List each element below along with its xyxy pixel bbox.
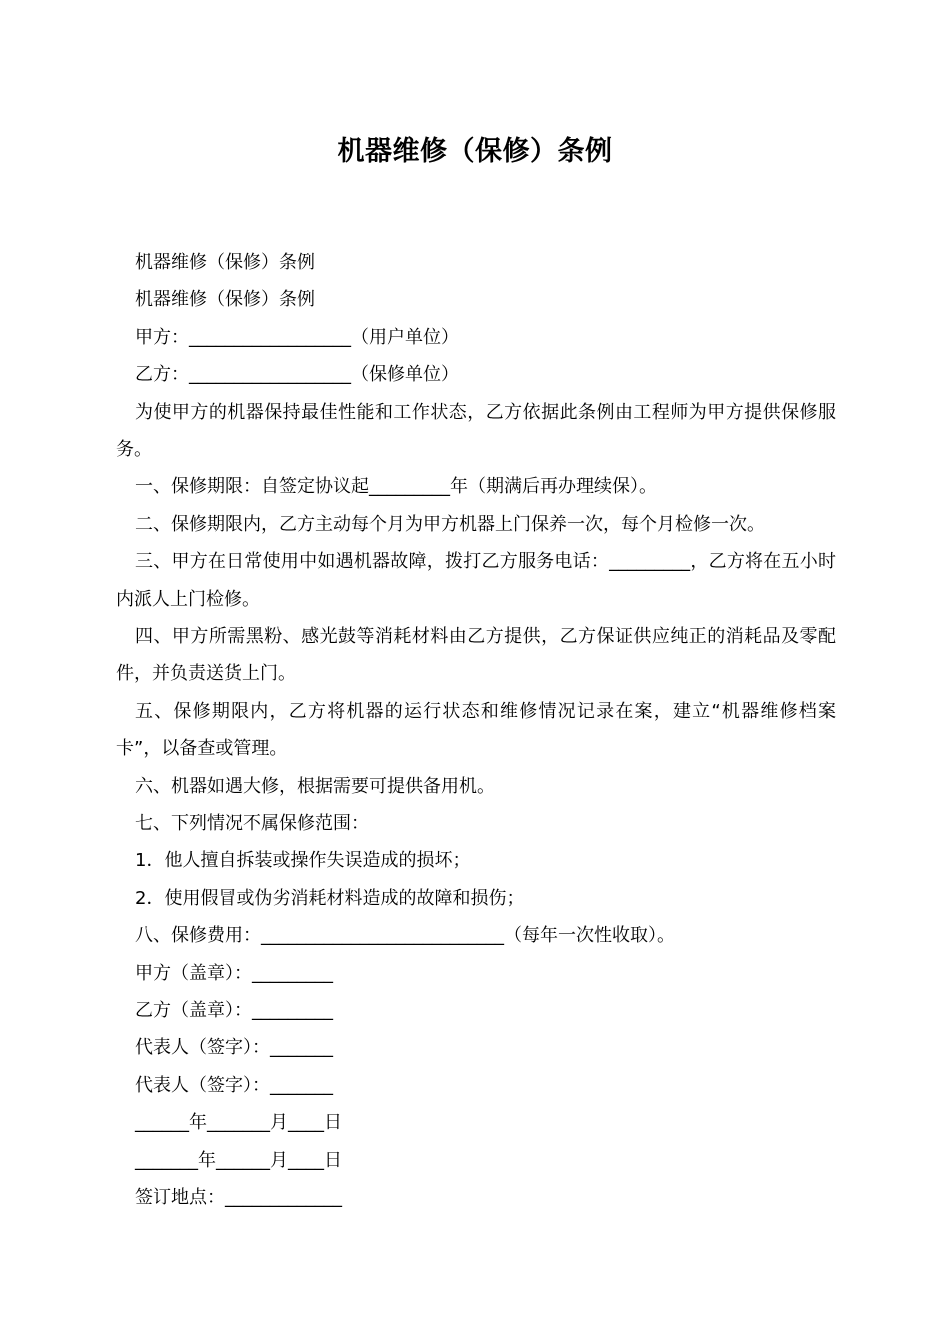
clause-7: 七、下列情况不属保修范围： bbox=[135, 812, 369, 834]
intro-paragraph: 为使甲方的机器保持最佳性能和工作状态，乙方依据此条例由工程师为甲方提供保修服务。 bbox=[116, 401, 836, 460]
document-title: 机器维修（保修）条例 bbox=[337, 136, 613, 167]
document-body bbox=[116, 244, 836, 1216]
party-a-seal-line: 甲方（盖章）：_________ bbox=[135, 962, 333, 984]
party-b-line: 乙方：__________________（保修单位） bbox=[135, 364, 459, 386]
clause-4: 四、甲方所需黑粉、感光鼓等消耗材料由乙方提供，乙方保证供应纯正的消耗品及零配件，并负责送货上门。 bbox=[116, 625, 836, 685]
clause-2: 二、保修期限内，乙方主动每个月为甲方机器上门保养一次，每个月检修一次。 bbox=[135, 513, 765, 535]
clause-7-item-1: 1．他人擅自拆装或操作失误造成的损坏； bbox=[135, 850, 471, 872]
representative-a-line: 代表人（签字）：_______ bbox=[135, 1037, 333, 1059]
clause-6: 六、机器如遇大修，根据需要可提供备用机。 bbox=[135, 775, 495, 797]
date-line-b: _______年______月____日 bbox=[135, 1149, 342, 1171]
party-a-line: 甲方：__________________（用户单位） bbox=[135, 326, 459, 348]
representative-b-line: 代表人（签字）：_______ bbox=[135, 1074, 333, 1096]
date-line-a: ______年_______月____日 bbox=[135, 1112, 342, 1134]
clause-8: 八、保修费用：___________________________（每年一次性收取）。 bbox=[135, 925, 675, 947]
signing-place-line: 签订地点：_____________ bbox=[135, 1186, 342, 1208]
subtitle-line-1: 机器维修（保修）条例 bbox=[135, 252, 315, 273]
subtitle-line-2: 机器维修（保修）条例 bbox=[135, 289, 315, 311]
clause-5: 五、保修期限内，乙方将机器的运行状态和维修情况记录在案，建立“机器维修档案卡”，以备查或管理。 bbox=[116, 700, 836, 760]
clause-7-item-2: 2．使用假冒或伪劣消耗材料造成的故障和损伤； bbox=[135, 887, 525, 909]
clause-1: 一、保修期限：自签定协议起_________年（期满后再办理续保）。 bbox=[135, 476, 657, 498]
clause-3: 三、甲方在日常使用中如遇机器故障，拨打乙方服务电话：_________，乙方将在五小时内派人上门检修。 bbox=[116, 551, 836, 610]
party-b-seal-line: 乙方（盖章）：_________ bbox=[135, 999, 333, 1021]
